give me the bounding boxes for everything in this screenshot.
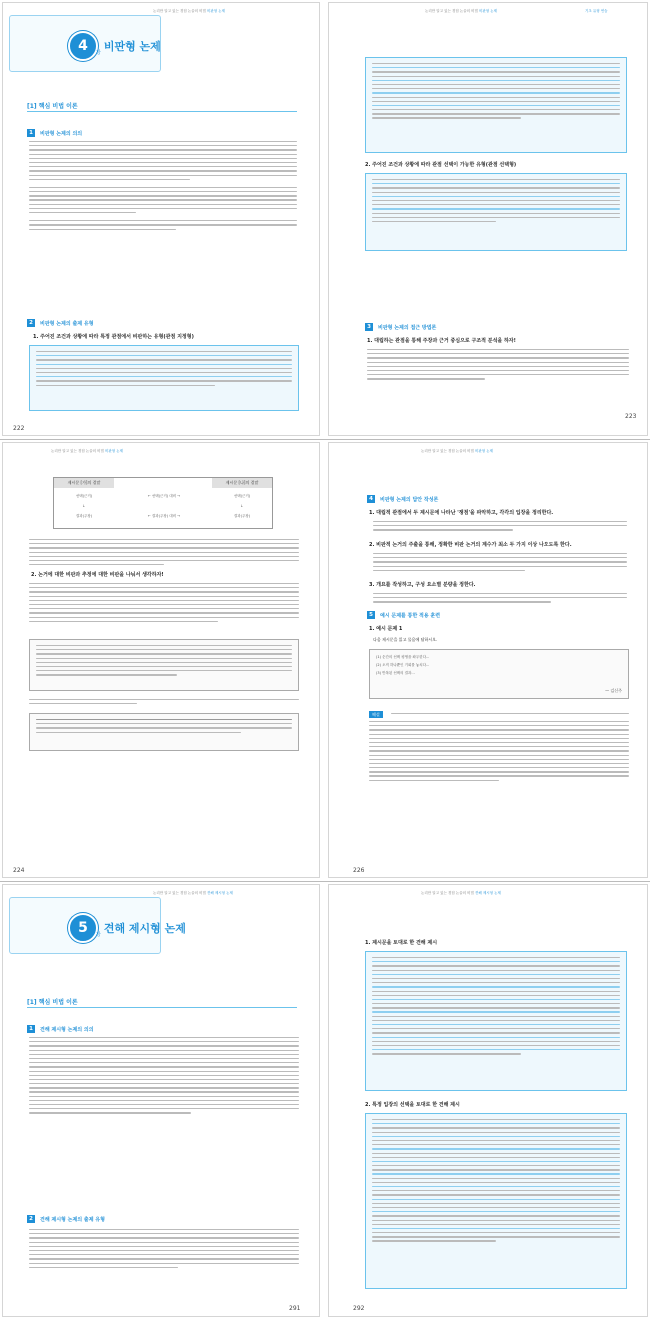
heading-3: 3 비판형 논제의 접근 방법론 [365, 323, 436, 331]
running-head: 논리만 알고 있는 경험 논술의 비법 비판형 논제 [153, 9, 226, 13]
example-box [365, 57, 627, 153]
example-title: 1. 예시 문제 1 [369, 626, 403, 632]
heading-5: 5 예시 문제를 통한 적용 훈련 [367, 611, 440, 619]
page-number: 291 [289, 1305, 301, 1312]
subheading: 2. 특정 입장의 선택을 토대로 한 견해 제시 [365, 1102, 460, 1108]
spread-divider [0, 881, 650, 882]
heading-1: 1 비판형 논제의 의의 [27, 129, 82, 137]
body-text [29, 539, 299, 568]
note-box [29, 713, 299, 751]
body-text [373, 521, 627, 534]
page-291 [2, 884, 320, 1317]
example-box [365, 1113, 627, 1289]
flow-diagram: 제시문 [가]의 결말 제시문 [나]의 결말 선택(근거) ↓ 결과(주장) ← 선택(근거) 대비 → ← 결과(주장) 대비 → 선택(근거) ↓ 결과(주장) [53, 477, 273, 529]
subheading: 1. 주어진 조건과 상황에 따라 특정 관점에서 비판하는 유형(관점 지정형) [33, 334, 194, 340]
body-text [391, 713, 629, 717]
example-box [365, 951, 627, 1091]
body-text [373, 593, 627, 606]
body-text [29, 583, 299, 625]
quote-box [29, 639, 299, 691]
subheading: 3. 개요를 작성하고, 구성 요소별 분량을 정한다. [369, 582, 476, 588]
body-text [29, 699, 299, 707]
running-head: 논리만 알고 있는 경험 논술의 비법 비판형 논제 [421, 449, 494, 453]
example-box [29, 345, 299, 411]
subheading: 1. 대립하는 관점을 통해 주장과 근거 중심으로 구조적 분석을 하자! [367, 338, 516, 344]
subheading: 2. 비판적 논거의 주출을 통해, 정확한 비판 논거의 계수가 최소 두 가지 이상 나오도록 한다. [369, 542, 572, 548]
commentary-badge: 해설 [369, 711, 383, 718]
section-label: [1] 핵심 비법 이론 [27, 103, 78, 110]
subheading: 2. 논거에 대한 비판과 추정에 대한 비판을 나눠서 생각하자! [31, 572, 164, 578]
page-222 [2, 2, 320, 436]
chapter-number: 5 [68, 913, 98, 943]
subheading: 1. 제시문을 토대로 한 견해 제시 [365, 940, 438, 946]
spread-divider [0, 439, 650, 440]
page-224 [2, 442, 320, 878]
body-text [29, 141, 297, 233]
body-text [29, 1229, 299, 1271]
heading-2: 2 비판형 논제의 출제 유형 [27, 319, 94, 327]
running-head: 논리만 알고 있는 경험 논술의 비법 견해 제시형 논제 [421, 891, 501, 895]
subheading: 1. 대립적 관점에서 두 제시문에 나타난 '쟁점'을 파악하고, 각각의 입장을 정리한다. [369, 510, 554, 516]
body-text [367, 349, 629, 383]
passage-box: (1) 순간의 선택 평생을 좌우한다... (2) 오직 하나뿐인 기회를 놓치다... (3) 반복된 선택의 결과... — 김신주 [369, 649, 629, 699]
section-rule [27, 1007, 297, 1008]
running-head: 논리만 알고 있는 경험 논술의 비법 비판형 논제 [51, 449, 124, 453]
subheading: 2. 주어진 조건과 상황에 따라 관점 선택이 가능한 유형(관점 선택형) [365, 162, 517, 168]
chapter-title: 견해 제시형 논제 [103, 922, 186, 935]
heading-1: 1 견해 제시형 논제의 의의 [27, 1025, 94, 1033]
example-box [365, 173, 627, 251]
page-number: 292 [353, 1305, 365, 1312]
running-head: 논리만 알고 있는 경험 논술의 비법 견해 제시형 논제 [153, 891, 233, 895]
heading-4: 4 비판형 논제의 답안 작성론 [367, 495, 438, 503]
section-label: [1] 핵심 비법 이론 [27, 999, 78, 1006]
chapter-4-banner: 4 장 비판형 논제 [68, 31, 161, 61]
page-223: 논리만 알고 있는 경험 논술의 비법 비판형 논제 기초 유형 연습 2. 주어진 조건과 상황에 따라 관점 선택이 가능한 유형(관점 선택형) 3 비판형 논제의 접근 방법론 1. 대립하는 관점을 통해 주장과 근거 중심으로 구조적 분석을 하자! 223 [328, 2, 648, 436]
chapter-number: 4 [68, 31, 98, 61]
body-text [369, 721, 629, 784]
page-number: 223 [625, 413, 637, 420]
body-text [373, 553, 627, 574]
page-226 [328, 442, 648, 878]
heading-2: 2 견해 제시형 논제의 출제 유형 [27, 1215, 105, 1223]
body-text [29, 1037, 299, 1117]
section-rule [27, 111, 297, 112]
chapter-5-banner: 5 장 견해 제시형 논제 [68, 913, 186, 943]
page-number: 222 [13, 425, 25, 432]
chapter-title: 비판형 논제 [103, 40, 161, 53]
page-number: 226 [353, 867, 365, 874]
running-head: 논리만 알고 있는 경험 논술의 비법 비판형 논제 [425, 9, 498, 13]
page-number: 224 [13, 867, 25, 874]
example-instruction: 다음 제시문을 읽고 물음에 답하시오. [373, 637, 438, 642]
page-292 [328, 884, 648, 1317]
